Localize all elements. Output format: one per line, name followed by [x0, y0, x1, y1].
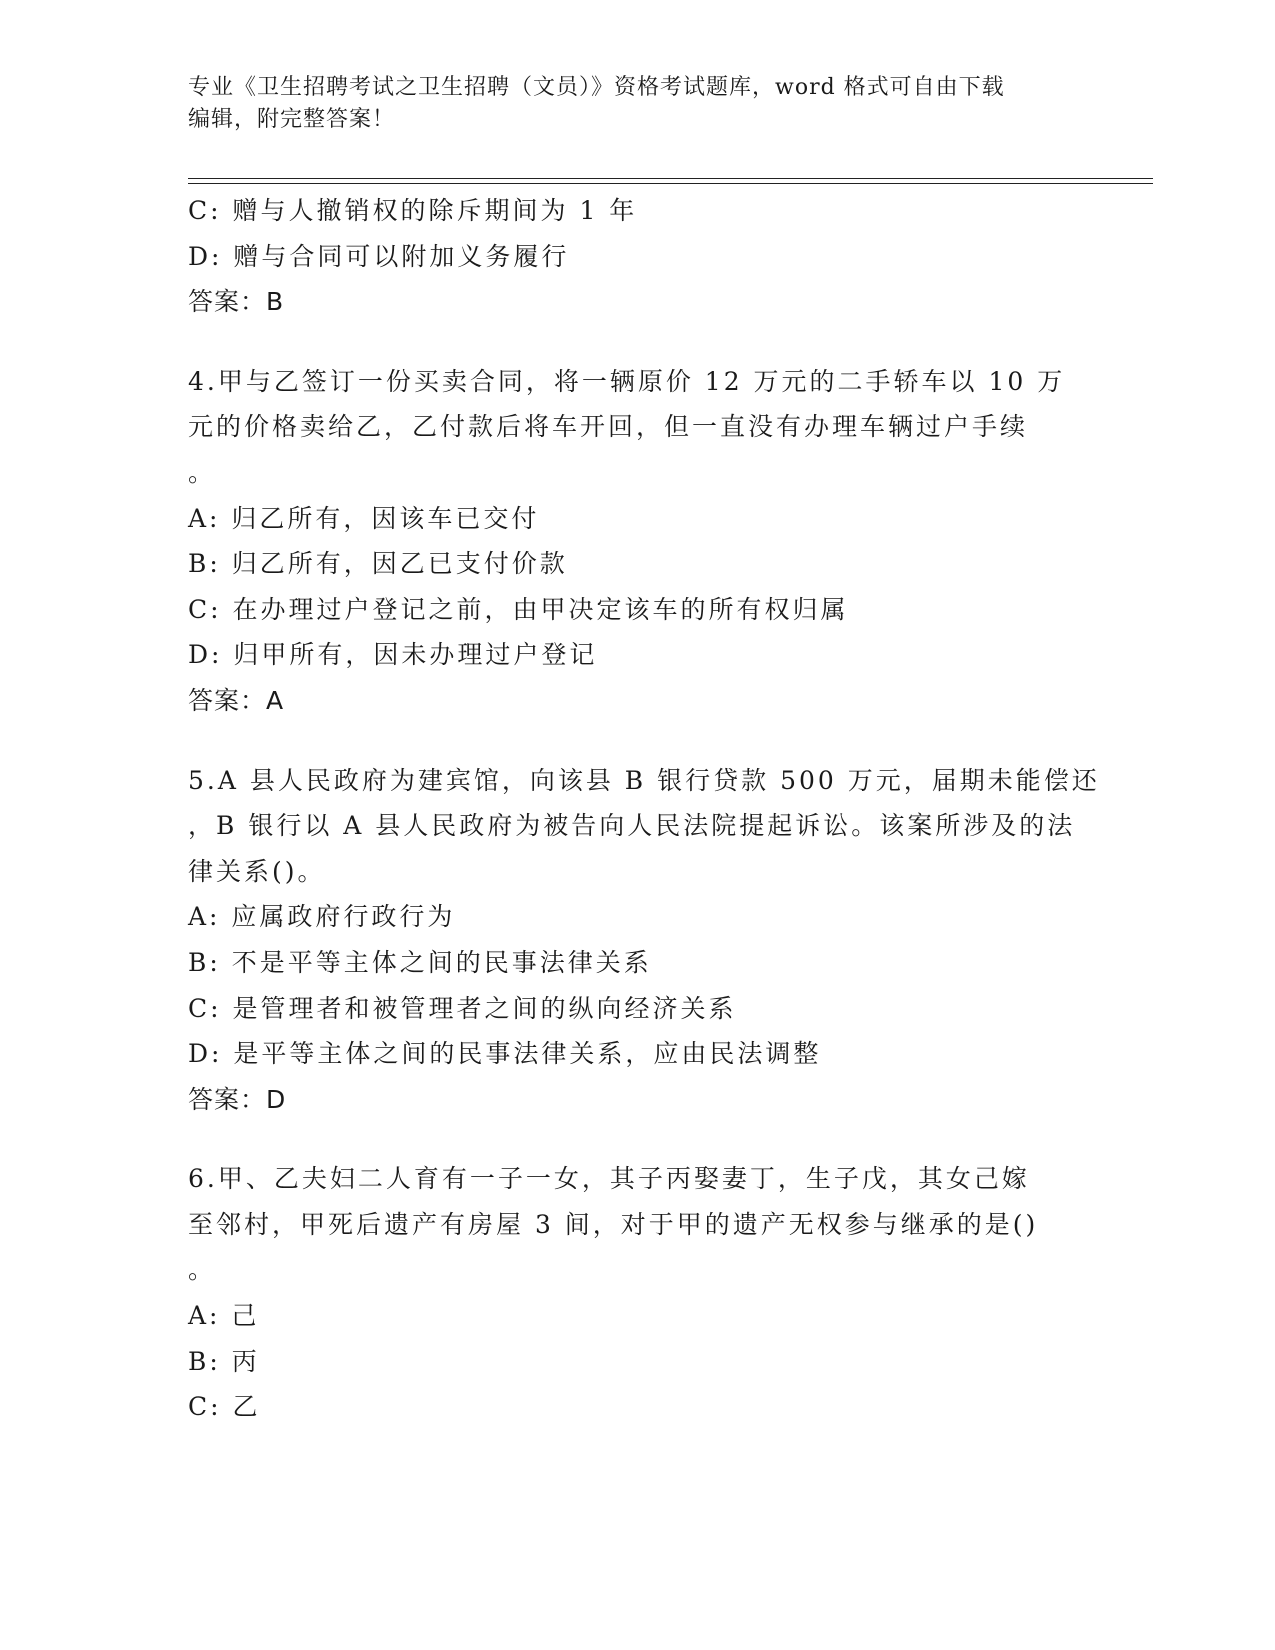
- question-stem-line: 4.甲与乙签订一份买卖合同，将一辆原价 12 万元的二手轿车以 10 万: [188, 366, 1066, 396]
- header-line-1: 专业《卫生招聘考试之卫生招聘（文员）》资格考试题库，word 格式可自由下载: [188, 75, 1005, 100]
- answer-line: 答案：D: [188, 1084, 287, 1114]
- option-b: B: 不是平等主体之间的民事法律关系: [188, 947, 652, 977]
- question-5: [188, 758, 1100, 1123]
- question-content: [188, 188, 1100, 1430]
- answer-line: 答案：A: [188, 685, 285, 715]
- question-stem-line: 。: [188, 457, 217, 487]
- header-rule-top: [188, 178, 1153, 179]
- option-a: A: 己: [188, 1301, 260, 1331]
- question-stem-line: 律关系()。: [188, 856, 326, 886]
- option-d: D: 归甲所有，因未办理过户登记: [188, 640, 598, 670]
- question-stem-line: 。: [188, 1255, 217, 1285]
- option-c: C: 乙: [188, 1392, 261, 1422]
- question-stem-line: 6.甲、乙夫妇二人育有一子一女，其子丙娶妻丁，生子戊，其女己嫁: [188, 1164, 1030, 1194]
- header-rule-bottom: [188, 183, 1153, 184]
- header-line-2: 编辑，附完整答案！: [188, 107, 396, 132]
- option-b: B: 归乙所有，因乙已支付价款: [188, 549, 568, 579]
- answer-line: 答案：B: [188, 287, 285, 317]
- option-d: D: 赠与合同可以附加义务履行: [188, 241, 570, 271]
- question-stem-line: 5.A 县人民政府为建宾馆，向该县 B 银行贷款 500 万元，届期未能偿还: [188, 765, 1100, 795]
- option-b: B: 丙: [188, 1346, 260, 1376]
- option-a: A: 应属政府行政行为: [188, 902, 456, 932]
- option-c: C: 在办理过户登记之前，由甲决定该车的所有权归属: [188, 594, 849, 624]
- question-stem-line: ，B 银行以 A 县人民政府为被告向人民法院提起诉讼。该案所涉及的法: [188, 811, 1076, 841]
- option-c: C: 赠与人撤销权的除斥期间为 1 年: [188, 196, 638, 225]
- option-d: D: 是平等主体之间的民事法律关系，应由民法调整: [188, 1039, 822, 1069]
- document-header: [188, 72, 1088, 136]
- question-4: [188, 359, 1088, 724]
- continued-question: [188, 188, 1088, 325]
- question-stem-line: 至邻村，甲死后遗产有房屋 3 间，对于甲的遗产无权参与继承的是(): [188, 1209, 1039, 1239]
- question-stem-line: 元的价格卖给乙，乙付款后将车开回，但一直没有办理车辆过户手续: [188, 412, 1029, 442]
- option-a: A: 归乙所有，因该车已交付: [188, 503, 540, 533]
- question-6: [188, 1156, 1088, 1430]
- option-c: C: 是管理者和被管理者之间的纵向经济关系: [188, 993, 737, 1023]
